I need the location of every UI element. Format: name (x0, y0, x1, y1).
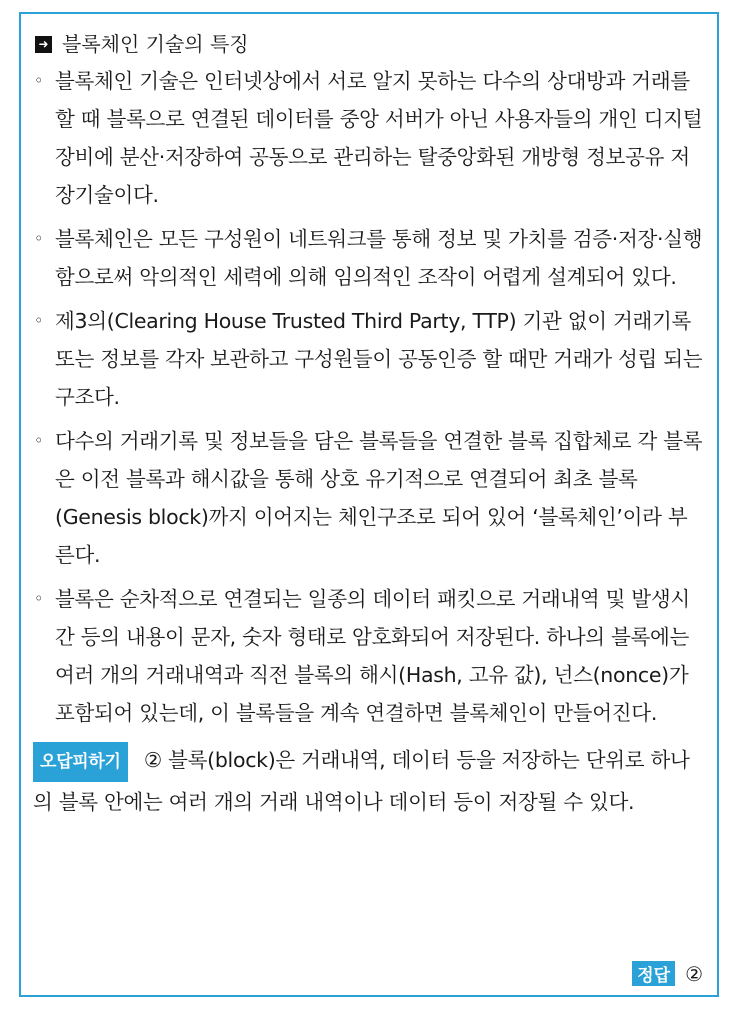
content-body (33, 26, 703, 986)
answer (632, 961, 703, 986)
list-item (33, 422, 703, 574)
answer-value: ② (685, 961, 703, 986)
list-item (33, 220, 703, 296)
section-title (33, 26, 703, 62)
bullet: ◦ (34, 431, 44, 450)
list-item-text: 블록체인은 모든 구성원이 네트워크를 통해 정보 및 가치를 검증·저장·실행함으로써 악의적인 세력에 의해 임의적인 조작이 어렵게 설계되어 있다. (55, 227, 703, 289)
trap-note (33, 740, 703, 822)
trap-text: ② 블록(block)은 거래내역, 데이터 등을 저장하는 단위로 하나의 블록 안에는 여러 개의 거래 내역이나 데이터 등이 저장될 수 있다. (33, 748, 690, 814)
bullet: ◦ (34, 311, 44, 330)
answer-badge: 정답 (632, 961, 675, 986)
list-item-text: 블록은 순차적으로 연결되는 일종의 데이터 패킷으로 거래내역 및 발생시간 등의 내용이 문자, 숫자 형태로 암호화되어 저장된다. 하나의 블록에는 여러 개의 거래내역과 직전 블록의 해시(Hash, 고유 값), 넌스(nonce)가 포함되어 있는데, 이 블록들을 계속 연결하면 블록체인이 만들어진다. (55, 587, 690, 725)
bullet: ◦ (34, 71, 44, 90)
arrow-right-icon: ➜ (35, 36, 52, 53)
list-item-text: 제3의(Clearing House Trusted Third Party, TTP) 기관 없이 거래기록 또는 정보를 각자 보관하고 구성원들이 공동인증 할 때만 거래가 성립 되는 구조다. (55, 309, 703, 409)
list-item (33, 580, 703, 732)
list-item (33, 302, 703, 416)
content-box (19, 12, 719, 997)
trap-badge: 오답피하기 (33, 742, 128, 782)
list-item-text: 다수의 거래기록 및 정보들을 담은 블록들을 연결한 블록 집합체로 각 블록은 이전 블록과 해시값을 통해 상호 유기적으로 연결되어 최초 블록(Genesis block)까지 이어지는 체인구조로 되어 있어 ‘블록체인’이라 부른다. (55, 429, 703, 567)
list-item (33, 62, 703, 214)
list-item-text: 블록체인 기술은 인터넷상에서 서로 알지 못하는 다수의 상대방과 거래를 할 때 블록으로 연결된 데이터를 중앙 서버가 아닌 사용자들의 개인 디지털장비에 분산·저장하여 공동으로 관리하는 탈중앙화된 개방형 정보공유 저장기술이다. (55, 69, 703, 207)
section-title-text: 블록체인 기술의 특징 (62, 32, 249, 56)
bullet: ◦ (34, 589, 44, 608)
bullet: ◦ (34, 229, 44, 248)
